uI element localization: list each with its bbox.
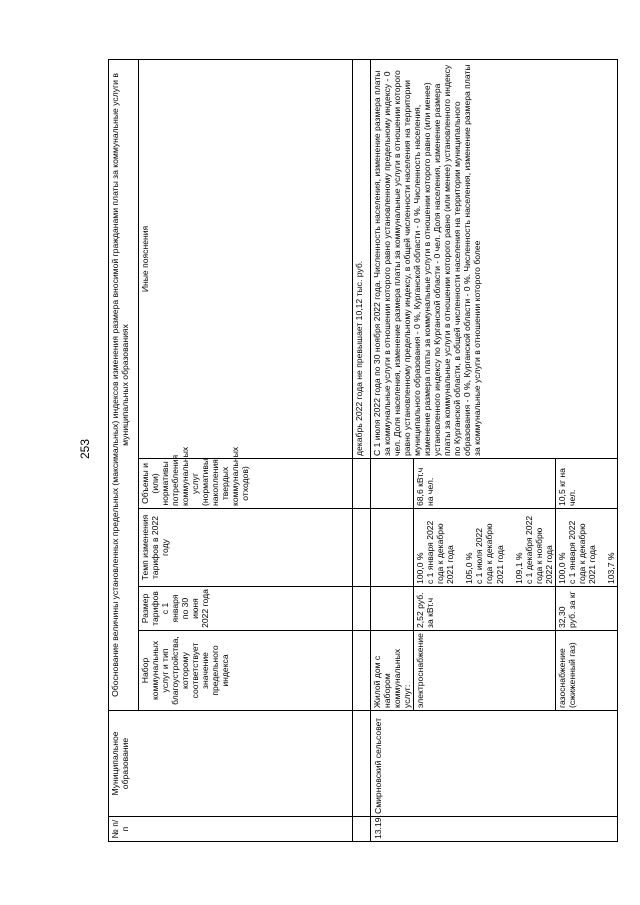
header-tariff-growth: Темп изменения тарифов в 2022 году (139, 509, 353, 587)
housing-growth-empty (371, 509, 414, 587)
notes-main: С 1 июля 2022 года по 30 ноября 2022 года. Численность населения, изменение размера платы за коммунальные услуги в отношении которого равно установленному предельному индексу - 0 чел. Доля населения, изменение размера платы за коммунальные услуги в отношении которого равно установленному предельному индексу, в общей численности населения на территории муниципального образования - 0 %, Курганской области - 0 %. Численность населения, изменение размера платы за коммунальные услуги в отношении которого равно (или менее) установленного индексу по Курганской области - 0 чел. Доля населения, изменение размера платы за коммунальные услуги в отношении которого равно (или менее) установленного индексу по Курганской области, в общей численности населения на территории муниципального образования - 0 %, Курганской области - 0 %. Численность населения, изменение размера платы за коммунальные услуги в отношении которого более (371, 59, 618, 458)
electricity-growth-2-note: с 1 июля 2022 года к декабрю 2021 года (474, 523, 505, 584)
electricity-growth-1: 100,0 % (415, 552, 426, 584)
gas-growth (555, 509, 617, 587)
carry-cell-empty (353, 711, 371, 817)
electricity-growth (414, 509, 556, 587)
electricity-service: электроснабжение (414, 631, 556, 711)
gas-growth-1: 100,0 % (556, 552, 567, 584)
header-main: Обоснование величины установленных предельных (максимальных) индексов изменения размера вносимой гражданами платы за коммунальные услуги в муниципальных образованиях (109, 59, 139, 710)
gas-tariff: 32,30 руб. за кг (555, 587, 617, 631)
gas-growth-1-note: с 1 января 2022 года к декабрю 2021 года (566, 520, 597, 584)
electricity-growth-3-note: с 1 декабря 2022 года к ноябрю 2022 года (523, 515, 554, 584)
page-number: 253 (78, 438, 92, 459)
header-tariff-size: Размер тарифов с 1 января по 30 июня 2022 года (139, 587, 353, 631)
carry-cell-empty (353, 509, 371, 587)
header-consumption-volume: Объемы и (или) нормативы потребления коммунальных услуг (нормативы накопления твердых коммунальных отходов) (139, 459, 353, 509)
electricity-growth-1-note: с 1 января 2022 года к декабрю 2021 года (425, 520, 456, 584)
electricity-growth-2: 105,0 % (464, 552, 475, 584)
carry-cell-empty (353, 587, 371, 631)
header-number: № п/п (109, 817, 353, 842)
document-page (108, 60, 616, 842)
tariff-justification-table (108, 59, 618, 842)
entry-number: 13.19. (371, 817, 618, 842)
gas-volume: 10,5 кг на чел. (555, 459, 617, 509)
gas-growth-2: 103,7 % (605, 552, 616, 584)
header-municipality: Муниципальное образование (109, 711, 353, 817)
carry-cell-empty (353, 459, 371, 509)
electricity-volume: 68,6 кВт.ч на чел. (414, 459, 556, 509)
carry-over-note: декабрь 2022 года не превышает 10,12 тыс. руб. (353, 59, 371, 458)
housing-tariff-empty (371, 587, 414, 631)
electricity-tariff: 2,52 руб. за кВт.ч (414, 587, 556, 631)
carry-cell-empty (353, 817, 371, 842)
housing-volume-empty (371, 459, 414, 509)
rotated-table-wrapper (108, 60, 616, 842)
entry-municipality-name: Смирновский сельсовет (371, 711, 618, 817)
electricity-growth-3: 109,1 % (513, 552, 524, 584)
header-other-notes: Иные пояснения (139, 59, 353, 458)
header-service-set: Набор коммунальных услуг и тип благоустройства, которому соответствует значение предельного индекса (139, 631, 353, 711)
carry-cell-empty (353, 631, 371, 711)
gas-service: газоснабжение (сжиженный газ) (555, 631, 617, 711)
housing-type: Жилой дом с набором коммунальных услуг: (371, 631, 414, 711)
